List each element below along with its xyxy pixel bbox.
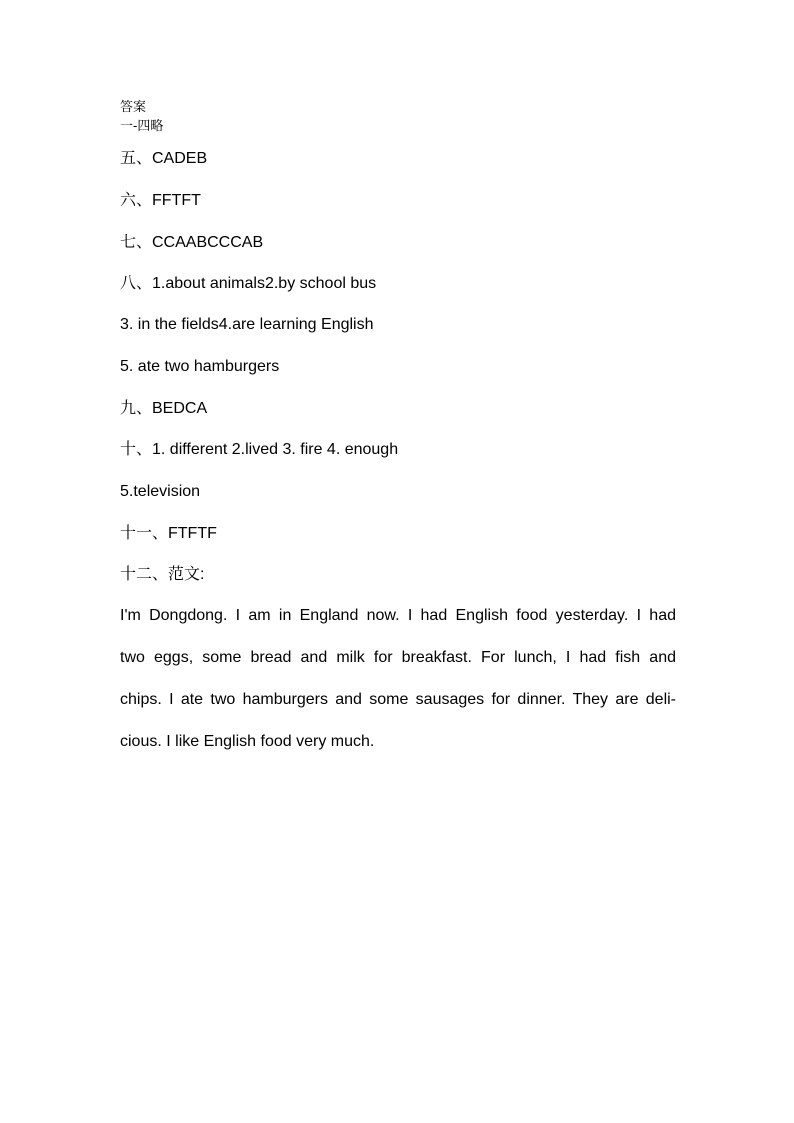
answer-section-8-line-2: 3. in the fields4.are learning English <box>120 316 374 333</box>
answer-section-5: 五、CADEB <box>120 150 208 167</box>
omitted-sections-note: 一-四略 <box>120 118 164 133</box>
model-essay-line-1: I'm Dongdong. I am in England now. I had English food yesterday. I had <box>120 607 676 624</box>
answer-section-8-line-3: 5. ate two hamburgers <box>120 358 280 375</box>
answer-heading: 答案 <box>120 99 147 114</box>
answer-section-12-title: 十二、范文: <box>120 566 205 583</box>
answer-section-7: 七、CCAABCCCAB <box>120 234 264 251</box>
model-essay-line-3: chips. I ate two hamburgers and some sausages for dinner. They are deli- <box>120 691 676 708</box>
answer-section-8-line-1: 八、1.about animals2.by school bus <box>120 275 377 292</box>
answer-section-10-line-1: 十、1. different 2.lived 3. fire 4. enough <box>120 441 399 458</box>
model-essay-line-4: cious. I like English food very much. <box>120 733 375 750</box>
answer-section-10-line-2: 5.television <box>120 483 201 500</box>
answer-section-6: 六、FFTFT <box>120 192 201 209</box>
model-essay-line-2: two eggs, some bread and milk for breakfast. For lunch, I had fish and <box>120 649 676 666</box>
answer-section-9: 九、BEDCA <box>120 400 208 417</box>
answer-section-11: 十一、FTFTF <box>120 525 217 542</box>
